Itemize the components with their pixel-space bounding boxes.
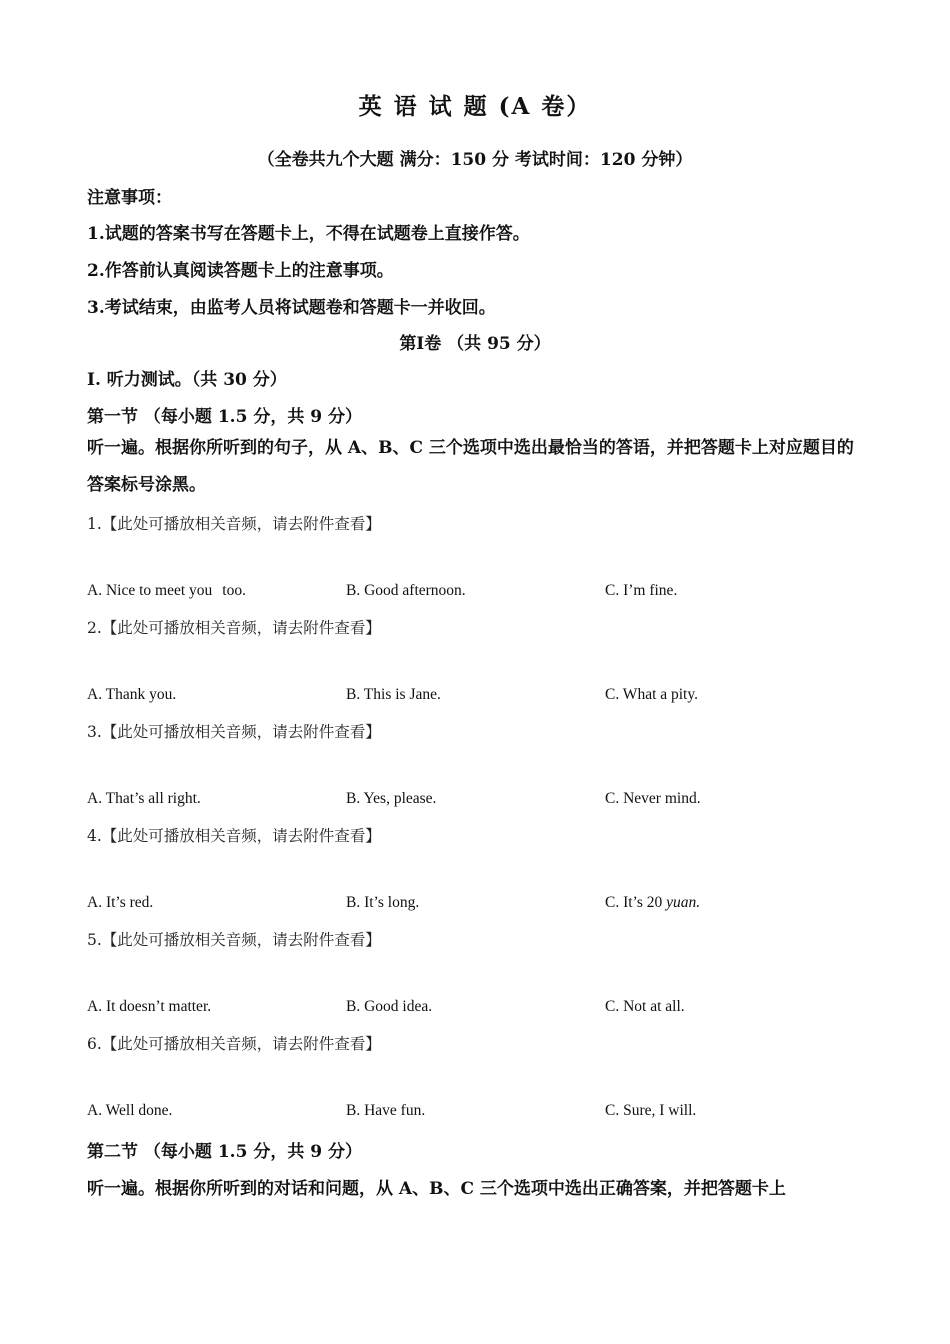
question-prompt[interactable]: 5.【此处可播放相关音频，请去附件查看】 bbox=[87, 931, 381, 949]
notes-heading: 注意事项： bbox=[87, 188, 172, 208]
option-b[interactable]: B. It’s long. bbox=[346, 894, 420, 911]
question-prompt[interactable]: 1.【此处可播放相关音频，请去附件查看】 bbox=[87, 515, 381, 533]
question-prompt[interactable]: 2.【此处可播放相关音频，请去附件查看】 bbox=[87, 619, 381, 637]
option-a[interactable]: A. That’s all right. bbox=[87, 790, 201, 807]
option-c[interactable]: C. Not at all. bbox=[605, 998, 685, 1015]
question-prompt[interactable]: 4.【此处可播放相关音频，请去附件查看】 bbox=[87, 827, 381, 845]
option-a[interactable]: A. Thank you. bbox=[87, 686, 177, 703]
option-a[interactable]: A. Well done. bbox=[87, 1102, 173, 1119]
option-a[interactable]: A. It’s red. bbox=[87, 894, 154, 911]
option-b[interactable]: B. This is Jane. bbox=[346, 686, 441, 703]
section1-instruction: 听一遍。根据你所听到的句子，从 A、B、C 三个选项中选出最恰当的答语，并把答题卡上对应题目的答案标号涂黑。 bbox=[87, 438, 854, 495]
option-a[interactable]: A. It doesn’t matter. bbox=[87, 998, 212, 1015]
option-c[interactable]: C. Sure, I will. bbox=[605, 1102, 697, 1119]
option-a[interactable]: A. Nice to meet you too. bbox=[87, 582, 246, 599]
section1-heading: Ⅰ. 听力测试。（共 30 分） bbox=[87, 370, 287, 390]
note-item-3: 3.考试结束，由监考人员将试题卷和答题卡一并收回。 bbox=[87, 298, 496, 318]
option-c[interactable]: C. It’s 20 yuan. bbox=[605, 894, 701, 911]
option-b[interactable]: B. Good idea. bbox=[346, 998, 433, 1015]
part1-heading: 第Ⅰ卷 （共 95 分） bbox=[399, 334, 551, 354]
question-prompt[interactable]: 6.【此处可播放相关音频，请去附件查看】 bbox=[87, 1035, 381, 1053]
page-title: 英 语 试 题 (A 卷） bbox=[358, 93, 592, 120]
section1-subheading: 第一节 （每小题 1.5 分，共 9 分） bbox=[87, 407, 362, 427]
note-item-2: 2.作答前认真阅读答题卡上的注意事项。 bbox=[87, 261, 394, 281]
option-c[interactable]: C. What a pity. bbox=[605, 686, 698, 703]
section2-instruction: 听一遍。根据你所听到的对话和问题，从 A、B、C 三个选项中选出正确答案，并把答题卡上 bbox=[87, 1179, 786, 1199]
option-c[interactable]: C. I’m fine. bbox=[605, 582, 678, 599]
section2-subheading: 第二节 （每小题 1.5 分，共 9 分） bbox=[87, 1142, 362, 1162]
option-c[interactable]: C. Never mind. bbox=[605, 790, 701, 807]
option-b[interactable]: B. Have fun. bbox=[346, 1102, 426, 1119]
option-b[interactable]: B. Good afternoon. bbox=[346, 582, 466, 599]
note-item-1: 1.试题的答案书写在答题卡上，不得在试题卷上直接作答。 bbox=[87, 224, 530, 244]
question-prompt[interactable]: 3.【此处可播放相关音频，请去附件查看】 bbox=[87, 723, 381, 741]
page-subtitle: （全卷共九个大题 满分：150 分 考试时间：120 分钟） bbox=[257, 150, 693, 170]
option-b[interactable]: B. Yes, please. bbox=[346, 790, 437, 807]
